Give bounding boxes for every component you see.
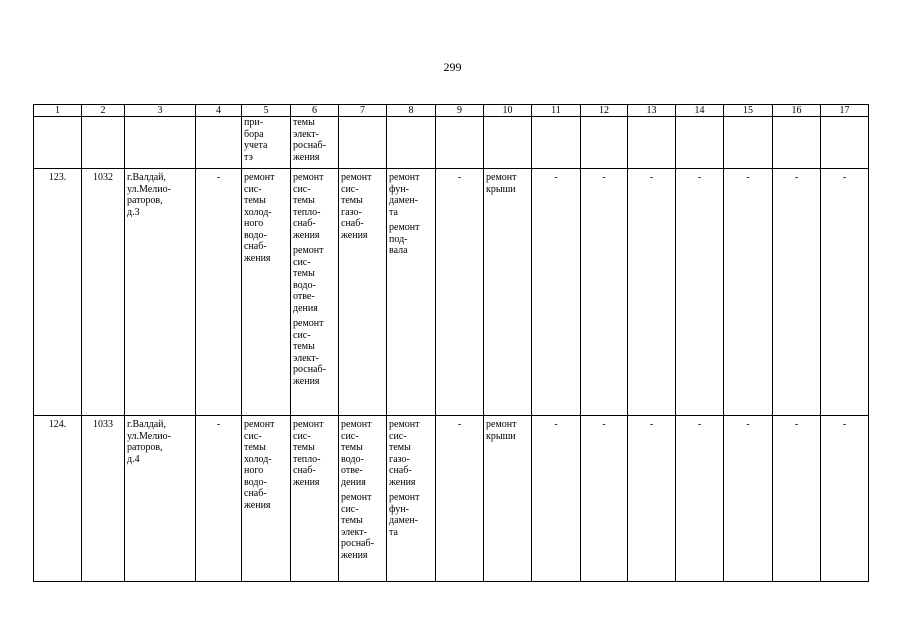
table-cell: -: [436, 416, 484, 582]
house-code: 1032: [82, 169, 125, 416]
table-cell: -: [581, 416, 628, 582]
work-item: ремонт сис- темы водо- отве- дения: [293, 245, 324, 314]
table-cell: [821, 117, 869, 169]
table-cell: [484, 117, 532, 169]
table-cell: [82, 117, 125, 169]
table-cell: -: [676, 416, 724, 582]
col-header: 2: [82, 105, 125, 117]
repair-table: [33, 104, 869, 582]
address-cell: г.Валдай, ул.Мелио- раторов, д.3: [125, 169, 196, 416]
row-number: 123.: [34, 169, 82, 416]
table-cell: [34, 117, 82, 169]
table-cell: -: [532, 169, 581, 416]
table-cell: -: [676, 169, 724, 416]
col-header: 3: [125, 105, 196, 117]
table-cell: [532, 117, 581, 169]
table-cell: -: [196, 416, 242, 582]
table-cell: -: [724, 169, 773, 416]
table-cell: -: [628, 169, 676, 416]
col-header: 9: [436, 105, 484, 117]
work-item: ремонт фун- дамен- та: [389, 172, 420, 218]
col-header: 8: [387, 105, 436, 117]
page-number: 299: [443, 60, 462, 74]
work-cell: ремонт крыши: [484, 169, 532, 416]
col-header: 1: [34, 105, 82, 117]
table-cell: [724, 117, 773, 169]
col-header: 12: [581, 105, 628, 117]
work-item: ремонт сис- темы тепло- снаб- жения: [293, 172, 324, 241]
work-item: ремонт сис- темы холод- ного водо- снаб- жения: [244, 419, 275, 511]
col-header: 17: [821, 105, 869, 117]
work-cell: ремонт крыши: [484, 416, 532, 582]
table-cell: [125, 117, 196, 169]
work-item: ремонт сис- темы холод- ного водо- снаб- жения: [244, 172, 275, 264]
column-number-row: [34, 105, 869, 117]
table-cell: -: [821, 416, 869, 582]
table-row: [34, 416, 869, 582]
table-cell: -: [773, 169, 821, 416]
table-cell: [628, 117, 676, 169]
col-header: 5: [242, 105, 291, 117]
table-cell: -: [628, 416, 676, 582]
table-cell: -: [773, 416, 821, 582]
col-header: 7: [339, 105, 387, 117]
table-cell: -: [196, 169, 242, 416]
table-cell: [581, 117, 628, 169]
col-header: 4: [196, 105, 242, 117]
work-cell: [339, 169, 387, 416]
col-header: 15: [724, 105, 773, 117]
work-item: ремонт сис- темы водо- отве- дения: [341, 419, 372, 488]
work-cell: [291, 416, 339, 582]
work-item: ремонт фун- дамен- та: [389, 492, 420, 538]
work-item: ремонт сис- темы газо- снаб- жения: [341, 172, 372, 241]
table-cell: при- бора учета тэ: [242, 117, 291, 169]
work-item: ремонт под- вала: [389, 222, 420, 256]
address-cell: г.Валдай, ул.Мелио- раторов, д.4: [125, 416, 196, 582]
table-cell: [676, 117, 724, 169]
table-cell: [339, 117, 387, 169]
table-cell: -: [724, 416, 773, 582]
work-cell: [242, 169, 291, 416]
table-cell: [196, 117, 242, 169]
col-header: 6: [291, 105, 339, 117]
row-number: 124.: [34, 416, 82, 582]
house-code: 1033: [82, 416, 125, 582]
work-item: ремонт сис- темы элект- роснаб- жения: [341, 492, 374, 561]
col-header: 11: [532, 105, 581, 117]
work-item: ремонт сис- темы газо- снаб- жения: [389, 419, 420, 488]
work-item: ремонт сис- темы тепло- снаб- жения: [293, 419, 324, 488]
table-cell: -: [581, 169, 628, 416]
table-cell: [387, 117, 436, 169]
table-cell: -: [436, 169, 484, 416]
table-cell: [773, 117, 821, 169]
work-cell: [291, 169, 339, 416]
work-item: ремонт сис- темы элект- роснаб- жения: [293, 318, 326, 387]
table-cell: -: [532, 416, 581, 582]
table-row: [34, 169, 869, 416]
table-cell: -: [821, 169, 869, 416]
col-header: 10: [484, 105, 532, 117]
table-cell: темы элект- роснаб- жения: [291, 117, 339, 169]
work-cell: [387, 169, 436, 416]
col-header: 14: [676, 105, 724, 117]
work-cell: [242, 416, 291, 582]
col-header: 13: [628, 105, 676, 117]
col-header: 16: [773, 105, 821, 117]
work-cell: [387, 416, 436, 582]
table-cell: [436, 117, 484, 169]
continuation-row: [34, 117, 869, 169]
work-cell: [339, 416, 387, 582]
